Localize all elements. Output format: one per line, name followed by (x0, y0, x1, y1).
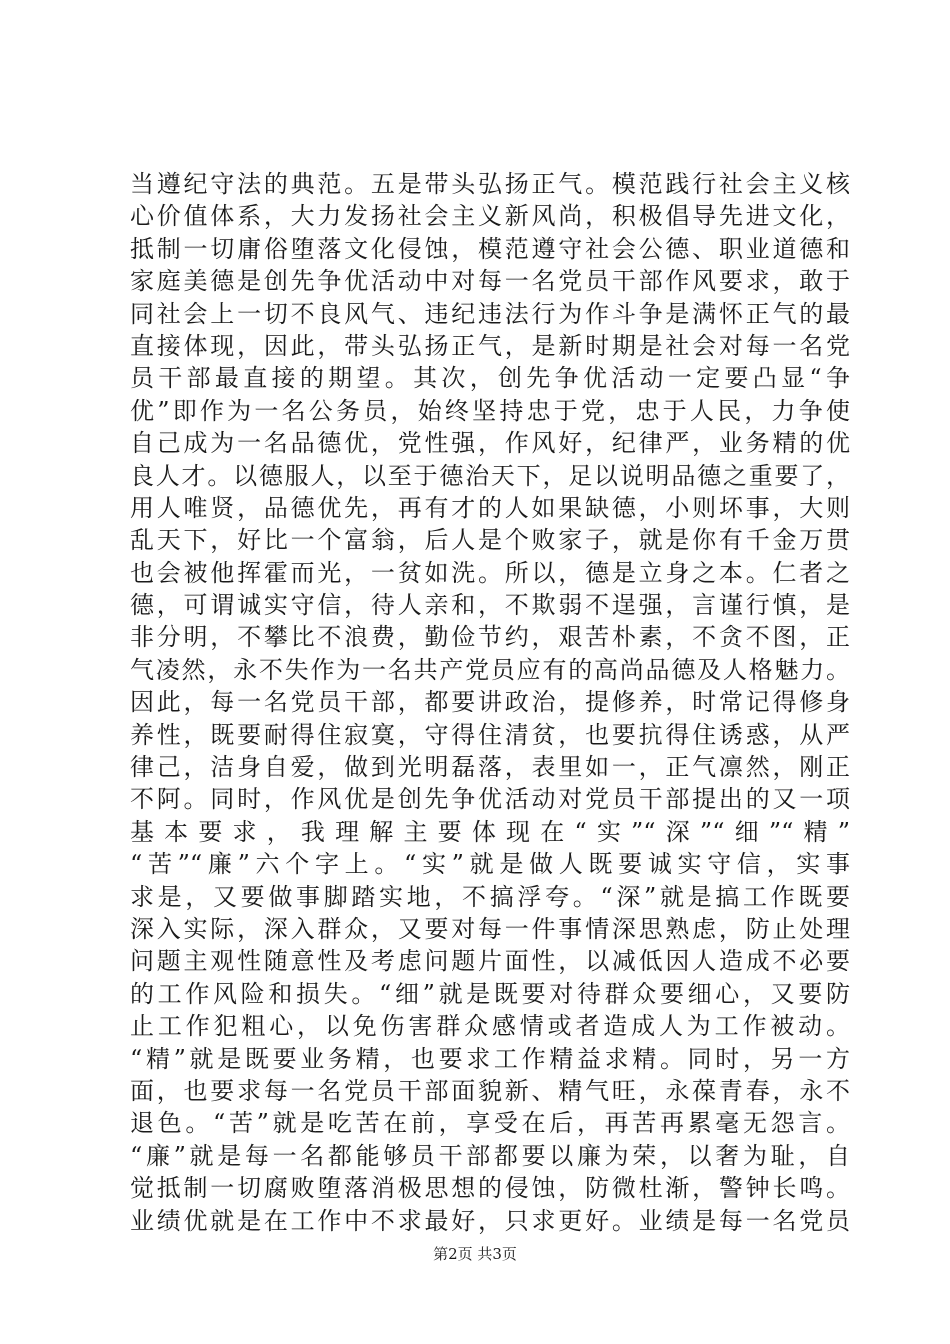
text-line: 也会被他挥霍而光，一贫如洗。所以，德是立身之本。仁者之 (130, 558, 850, 587)
page-footer: 第2页 共3页 (433, 1245, 517, 1263)
text-line: 深入实际，深入群众，又要对每一件事情深思熟虑，防止处理 (130, 914, 850, 943)
text-line: 养性，既要耐得住寂寞，守得住清贫，也要抗得住诱惑，从严 (130, 720, 850, 749)
text-line: 不阿。同时，作风优是创先争优活动对党员干部提出的又一项 (130, 785, 850, 814)
text-line: 抵制一切庸俗堕落文化侵蚀，模范遵守社会公德、职业道德和 (130, 234, 850, 263)
body-text (130, 168, 850, 1237)
text-line: 非分明，不攀比不浪费，勤俭节约，艰苦朴素，不贪不图，正 (130, 623, 850, 652)
text-line: 德，可谓诚实守信，待人亲和，不欺弱不逞强，言谨行慎，是 (130, 591, 850, 620)
text-line: 直接体现，因此，带头弘扬正气，是新时期是社会对每一名党 (130, 331, 850, 360)
text-line: 止工作犯粗心，以免伤害群众感情或者造成人为工作被动。 (130, 1012, 850, 1041)
text-line: 的工作风险和损失。“细”就是既要对待群众要细心，又要防 (130, 979, 850, 1008)
text-line: 乱天下，好比一个富翁，后人是个败家子，就是你有千金万贯 (130, 526, 850, 555)
text-line: 当遵纪守法的典范。五是带头弘扬正气。模范践行社会主义核 (130, 170, 850, 198)
text-line: 问题主观性随意性及考虑问题片面性，以减低因人造成不必要 (130, 947, 850, 976)
text-line: 优”即作为一名公务员，始终坚持忠于党，忠于人民，力争使 (130, 396, 850, 425)
text-line: 律己，洁身自爱，做到光明磊落，表里如一，正气凛然，刚正 (130, 753, 850, 782)
text-line: 退色。“苦”就是吃苦在前，享受在后，再苦再累毫无怨言。 (130, 1109, 850, 1138)
text-line: 气凌然，永不失作为一名共产党员应有的高尚品德及人格魅力。 (130, 655, 850, 684)
text-line: 用人唯贤，品德优先，再有才的人如果缺德，小则坏事，大则 (130, 493, 850, 522)
text-line: 面，也要求每一名党员干部面貌新、精气旺，永葆青春，永不 (130, 1076, 850, 1105)
text-line: 同社会上一切不良风气、违纪违法行为作斗争是满怀正气的最 (130, 299, 850, 328)
text-line: 自己成为一名品德优，党性强，作风好，纪律严，业务精的优 (130, 429, 850, 458)
text-line: 业绩优就是在工作中不求最好，只求更好。业绩是每一名党员 (130, 1206, 850, 1235)
text-line: 良人才。以德服人，以至于德治天下，足以说明品德之重要了， (130, 461, 850, 490)
text-line: 心价值体系，大力发扬社会主义新风尚，积极倡导先进文化， (130, 202, 850, 231)
text-line: “廉”就是每一名都能够员干部都要以廉为荣，以奢为耻，自 (130, 1141, 850, 1170)
text-line: 求是，又要做事脚踏实地，不搞浮夸。“深”就是搞工作既要 (130, 882, 850, 911)
text-line: “苦”“廉”六个字上。“实”就是做人既要诚实守信，实事 (130, 850, 850, 879)
text-line: 家庭美德是创先争优活动中对每一名党员干部作风要求，敢于 (130, 267, 850, 296)
text-line: 员干部最直接的期望。其次，创先争优活动一定要凸显“争 (130, 364, 850, 393)
text-line: “精”就是既要业务精，也要求工作精益求精。同时，另一方 (130, 1044, 850, 1073)
text-line: 觉抵制一切腐败堕落消极思想的侵蚀，防微杜渐，警钟长鸣。 (130, 1174, 850, 1203)
text-line: 基本要求，我理解主要体现在“实”“深”“细”“精” (130, 817, 850, 846)
text-line: 因此，每一名党员干部，都要讲政治，提修养，时常记得修身 (130, 688, 850, 717)
